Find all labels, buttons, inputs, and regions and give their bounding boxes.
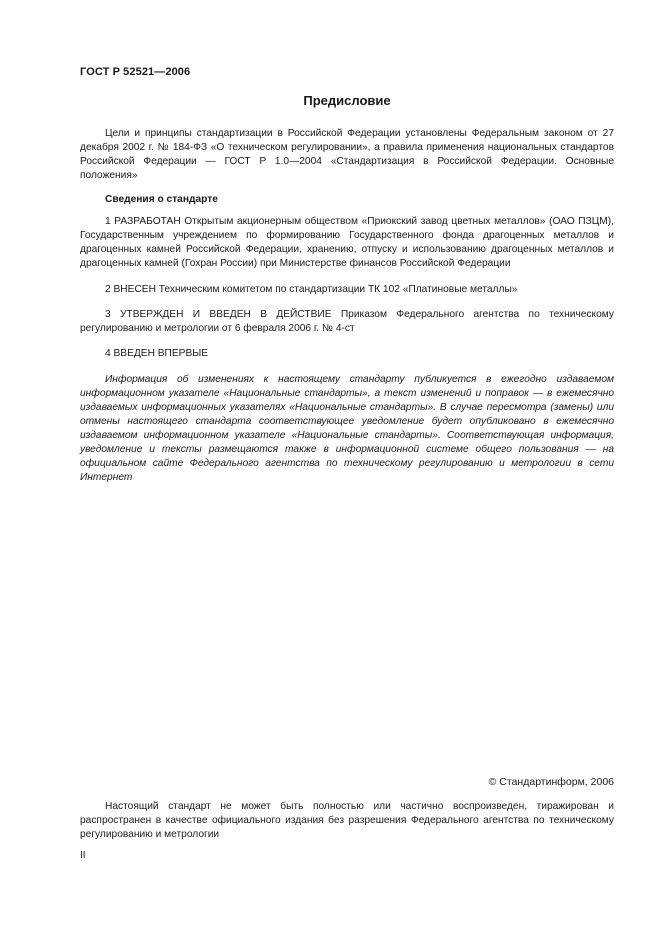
- copyright: © Стандартинформ, 2006: [488, 776, 614, 788]
- info-note-block: [80, 373, 614, 485]
- page-number: II: [80, 850, 86, 861]
- intro-paragraph: Цели и принципы стандартизации в Российской Федерации установлены Федеральным законом от 27 декабря 2002 г. № 184-ФЗ «О техническом регулировании», а правила применения национальных стандартов Российской Федерации — ГОСТ Р 1.0—2004 «Стандартизация в Российской Федерации. Основные положения»: [80, 128, 614, 181]
- document-code-header: ГОСТ Р 52521—2006: [80, 66, 191, 78]
- reproduction-note: Настоящий стандарт не может быть полностью или частично воспроизведен, тиражирован и распространен в качестве официального издания без разрешения Федерального агентства по техническому регулированию и метрологии: [80, 801, 614, 840]
- intro-block: [80, 127, 614, 183]
- reproduction-note-block: [80, 800, 614, 842]
- item-4: 4 ВВЕДЕН ВПЕРВЫЕ: [105, 348, 209, 359]
- item-2: 2 ВНЕСЕН Техническим комитетом по стандартизации ТК 102 «Платиновые металлы»: [105, 284, 518, 295]
- page-title: Предисловие: [303, 93, 391, 108]
- info-note: Информация об изменениях к настоящему стандарту публикуется в ежегодно издаваемом информационном указателе «Национальные стандарты», а текст изменений и поправок — в ежемесячно издаваемых информационных указателях «Национальные стандарты». В случае пересмотра (замены) или отмены настоящего стандарта соответствующее уведомление будет опубликовано в ежемесячно издаваемом информационном указателе «Национальные стандарты». Соответствующая информация, уведомление и тексты размещаются также в информационной системе общего пользования — на официальном сайте Федерального агентства по техническому регулированию и метрологии в сети Интернет: [80, 374, 614, 483]
- section-title: Сведения о стандарте: [105, 194, 218, 205]
- item-1-block: [80, 215, 614, 271]
- item-3: 3 УТВЕРЖДЕН И ВВЕДЕН В ДЕЙСТВИЕ Приказом Федерального агентства по техническому регулированию и метрологии от 6 февраля 2006 г. № 4-ст: [80, 309, 614, 334]
- item-3-block: [80, 308, 614, 336]
- item-1: 1 РАЗРАБОТАН Открытым акционерным обществом «Приокский завод цветных металлов» (ОАО ПЗЦМ), Государственным учреждением по формированию Государственного фонда драгоценных металлов и драгоценных камней Российской Федерации, хранению, отпуску и использованию драгоценных металлов и драгоценных камней (Гохран России) при Министерстве финансов Российской Федерации: [80, 216, 614, 269]
- item-2-block: [80, 283, 614, 297]
- item-4-block: [80, 347, 614, 361]
